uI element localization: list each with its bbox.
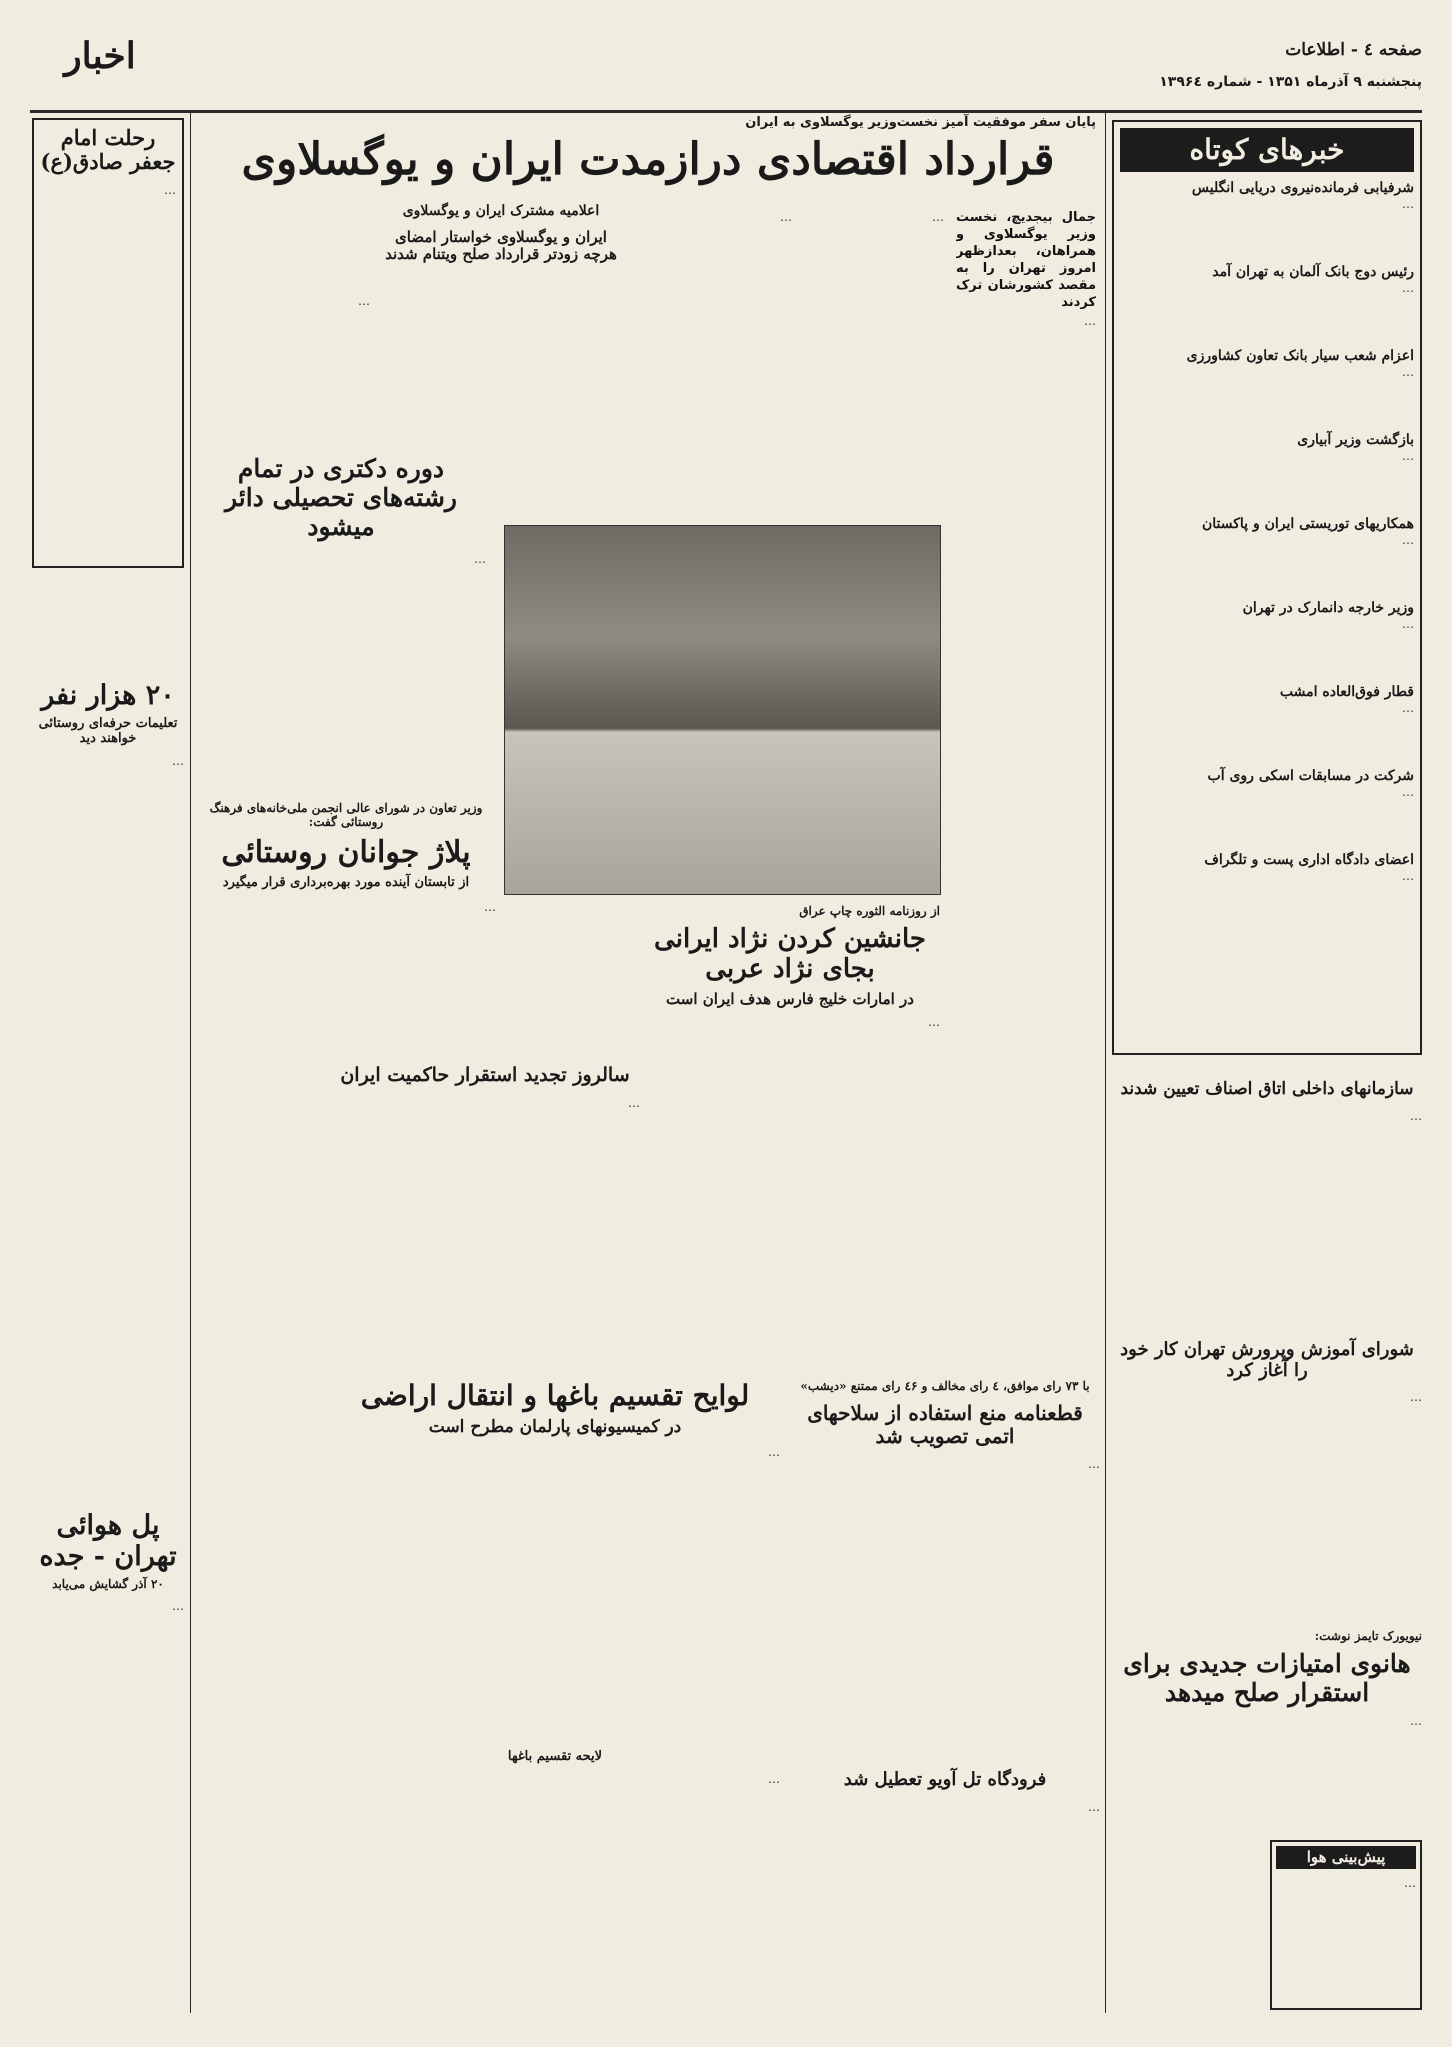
lead-article xyxy=(196,113,1100,453)
short-news-item-body: … xyxy=(1402,785,1414,800)
village-kicker: وزیر تعاون در شورای عالی انجمن ملی‌خانه‌های فرهنگ روستائی گفت: xyxy=(209,801,483,829)
iraq-sub: در امارات خلیج فارس هدف ایران است xyxy=(666,989,914,1008)
short-news-item-title: بازگشت وزیر آبیاری xyxy=(1297,432,1414,449)
flight-article xyxy=(32,1510,184,2010)
street-photo xyxy=(504,525,941,895)
short-news-item-body: … xyxy=(1402,449,1414,464)
lead-kicker: پایان سفر موفقیت آمیز نخست‌وزیر یوگسلاوی به ایران xyxy=(745,115,1096,130)
short-news-list xyxy=(1120,180,1414,928)
column-rule-left xyxy=(190,113,191,2013)
gardens-headline: لوایح تقسیم باغها و انتقال اراضی xyxy=(360,1379,750,1412)
column-rule-right xyxy=(1105,113,1106,2013)
lead-body-4: … xyxy=(358,294,370,308)
short-news-item xyxy=(1120,852,1414,928)
village-headline: پلاژ جوانان روستائی xyxy=(221,834,471,870)
lead-sub-label: اعلامیه مشترک ایران و یوگسلاوی xyxy=(402,203,600,219)
short-news-item-body: … xyxy=(1402,869,1414,884)
weather-header: پیش‌بینی هوا xyxy=(1276,1846,1416,1869)
gardens-body-2: … xyxy=(768,1771,780,1786)
short-news-item-body: … xyxy=(1402,365,1414,380)
gardens-body: … xyxy=(768,1444,780,1459)
short-news-item xyxy=(1120,768,1414,844)
village-article xyxy=(196,802,496,1052)
hanoi-body: … xyxy=(1410,1714,1422,1729)
flight-body: … xyxy=(172,1598,184,1613)
short-news-item-title: شرکت در مسابقات اسکی روی آب xyxy=(1207,768,1414,785)
lead-body-1: … xyxy=(1084,314,1096,328)
flight-sub: ۲۰ آذر گشایش می‌یابد xyxy=(52,1577,164,1592)
training-sub: تعلیمات حرفه‌ای روستائی خواهند دید xyxy=(38,716,178,746)
short-news-item xyxy=(1120,348,1414,424)
short-news-item-body: … xyxy=(1402,281,1414,296)
sovereignty-body: … xyxy=(628,1095,640,1110)
lead-headline: قرارداد اقتصادی درازمدت ایران و یوگسلاوی xyxy=(241,134,1055,185)
training-article xyxy=(32,680,184,1380)
lead-intro: جمال بیجدیچ، نخست وزیر یوگسلاوی و همراهان، بعدازظهر امروز تهران را به مقصد کشورشان ترک کردند xyxy=(956,210,1096,309)
un-vote-body: … xyxy=(1088,1456,1100,1471)
short-news-item-body: … xyxy=(1402,617,1414,632)
gardens-sub: در کمیسیونهای پارلمان مطرح است xyxy=(428,1417,682,1438)
masthead xyxy=(30,30,1422,110)
lead-body-3: … xyxy=(780,210,792,224)
imam-title: رحلت امام جعفر صادق(ع) xyxy=(40,125,176,175)
short-news-item xyxy=(1120,180,1414,256)
short-news-item-body: … xyxy=(1402,533,1414,548)
short-news-item-title: وزیر خارجه دانمارک در تهران xyxy=(1242,600,1414,617)
short-news-item xyxy=(1120,432,1414,508)
gardens-subhead: لایحه تقسیم باغها xyxy=(507,1748,603,1764)
short-news-item-title: اعزام شعب سیار بانک تعاون کشاورزی xyxy=(1186,348,1414,365)
lead-body-2: … xyxy=(932,210,944,224)
page-label: صفحه ٤ - اطلاعات xyxy=(1285,40,1422,60)
un-vote-headline: قطعنامه منع استفاده از سلاحهای اتمی تصویب شد xyxy=(807,1400,1083,1448)
imam-box xyxy=(32,118,184,568)
iraq-kicker: از روزنامه الثوره چاپ عراق xyxy=(799,904,940,918)
iraq-headline: جانشین کردن نژاد ایرانی بجای نژاد عربی xyxy=(654,923,926,984)
short-news-item xyxy=(1120,264,1414,340)
short-news-header: خبرهای کوتاه xyxy=(1120,128,1414,172)
doctorate-article xyxy=(196,455,486,795)
guilds-headline: سازمانهای داخلی اتاق اصناف تعیین شدند xyxy=(1120,1079,1414,1099)
date-line: پنجشنبه ۹ آذرماه ۱۳۵۱ - شماره ۱۳۹۶٤ xyxy=(1159,74,1422,90)
hanoi-kicker: نیویورک تایمز نوشت: xyxy=(1314,1629,1422,1643)
education-article xyxy=(1112,1340,1422,1620)
weather-body: … xyxy=(1404,1876,1416,1891)
doctorate-headline: دوره دکتری در تمام رشته‌های تحصیلی دائر میشود xyxy=(224,454,457,541)
sovereignty-article xyxy=(330,1065,640,1365)
imam-body: … xyxy=(164,183,176,198)
short-news-item-title: اعضای دادگاه اداری پست و تلگراف xyxy=(1204,852,1414,869)
iraq-body: … xyxy=(928,1014,940,1029)
village-body: … xyxy=(484,900,496,915)
telaviv-article xyxy=(790,1770,1100,2010)
sovereignty-headline: سالروز تجدید استقرار حاکمیت ایران xyxy=(340,1064,630,1086)
short-news-item-body: … xyxy=(1402,701,1414,716)
telaviv-headline: فرودگاه تل آویو تعطیل شد xyxy=(843,1769,1047,1790)
short-news-item-title: قطار فوق‌العاده امشب xyxy=(1279,684,1414,701)
education-headline: شورای آموزش وپرورش تهران کار خود را آغاز کرد xyxy=(1120,1339,1414,1381)
hanoi-article xyxy=(1112,1630,1422,1830)
short-news-item-body: … xyxy=(1402,197,1414,212)
short-news-item-title: همکاریهای توریستی ایران و پاکستان xyxy=(1201,516,1414,533)
training-title: ۲۰ هزار نفر xyxy=(41,680,175,711)
lead-sub-headline: ایران و یوگسلاوی خواستار امضای هرچه زودتر قرارداد صلح ویتنام شدند xyxy=(385,228,617,264)
training-body: … xyxy=(172,753,184,768)
flight-title: پل هوائی تهران - جده xyxy=(39,1510,177,1573)
guilds-article xyxy=(1112,1080,1422,1330)
un-vote-kicker: با ۷۳ رای موافق، ٤ رای مخالف و ٤۶ رای ممتنع «دیشب» xyxy=(800,1379,1090,1393)
guilds-body: … xyxy=(1410,1108,1422,1123)
telaviv-body: … xyxy=(1088,1799,1100,1814)
section-title: اخبار xyxy=(64,35,136,77)
education-body: … xyxy=(1410,1390,1422,1405)
un-vote-article xyxy=(790,1380,1100,1740)
short-news-box xyxy=(1112,120,1422,1055)
doctorate-body: … xyxy=(474,552,486,567)
short-news-item xyxy=(1120,516,1414,592)
short-news-item xyxy=(1120,684,1414,760)
weather-box xyxy=(1270,1840,1422,2010)
village-sub: از تابستان آینده مورد بهره‌برداری قرار میگیرد xyxy=(222,875,470,891)
short-news-item-title: شرفیابی فرمانده‌نیروی دریایی انگلیس xyxy=(1191,180,1414,197)
iraq-article xyxy=(640,905,940,1065)
short-news-item xyxy=(1120,600,1414,676)
short-news-item-title: رئیس دوج بانک آلمان به تهران آمد xyxy=(1212,264,1414,281)
hanoi-headline: هانوی امتیازات جدیدی برای استقرار صلح میدهد xyxy=(1123,1648,1411,1707)
gardens-article xyxy=(330,1380,780,2010)
